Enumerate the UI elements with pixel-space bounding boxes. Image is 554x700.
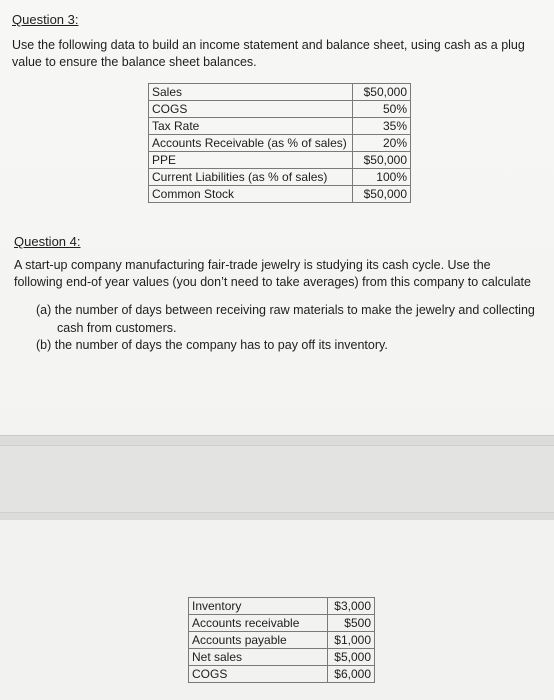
table-cell-value: $1,000 <box>328 632 375 649</box>
table-cell-label: PPE <box>149 152 353 169</box>
table-cell-value: $5,000 <box>328 649 375 666</box>
table-cell-value: 50% <box>353 101 411 118</box>
table-row <box>189 632 375 649</box>
question4-data-table <box>188 597 375 683</box>
table-cell-label: COGS <box>189 666 328 683</box>
table-row <box>149 152 411 169</box>
table-cell-label: COGS <box>149 101 353 118</box>
table-row <box>149 118 411 135</box>
table-cell-value: $50,000 <box>353 186 411 203</box>
table-cell-value: $3,000 <box>328 598 375 615</box>
table-row <box>189 598 375 615</box>
table-row <box>189 649 375 666</box>
question3-text-line1: Use the following data to build an income statement and balance sheet, using cash as a plug <box>12 38 525 52</box>
table-cell-label: Accounts payable <box>189 632 328 649</box>
table-row <box>189 666 375 683</box>
page-separator-band <box>0 435 554 521</box>
table-cell-value: $6,000 <box>328 666 375 683</box>
question3-text-line2: value to ensure the balance sheet balances. <box>12 55 257 69</box>
table-row <box>149 169 411 186</box>
table-row <box>149 101 411 118</box>
question4-item-a-line2: cash from customers. <box>57 321 177 335</box>
table-cell-label: Net sales <box>189 649 328 666</box>
table-row <box>189 615 375 632</box>
question4-text-line1: A start-up company manufacturing fair-trade jewelry is studying its cash cycle. Use the <box>14 258 491 272</box>
table-cell-value: $50,000 <box>353 152 411 169</box>
table-cell-label: Inventory <box>189 598 328 615</box>
question3-heading: Question 3: <box>12 12 79 27</box>
table-cell-value: 100% <box>353 169 411 186</box>
question4-item-b: (b) the number of days the company has to pay off its inventory. <box>36 338 388 352</box>
page-separator-inner <box>0 445 554 513</box>
table-cell-label: Sales <box>149 84 353 101</box>
table-row <box>149 186 411 203</box>
question4-item-a-line1: (a) the number of days between receiving raw materials to make the jewelry and collecting <box>36 303 535 317</box>
table-cell-label: Current Liabilities (as % of sales) <box>149 169 353 186</box>
table-cell-label: Tax Rate <box>149 118 353 135</box>
table-cell-value: 20% <box>353 135 411 152</box>
table-cell-value: $500 <box>328 615 375 632</box>
question4-text-line2: following end-of year values (you don’t need to take averages) from this company to calculate <box>14 275 531 289</box>
table-cell-label: Accounts Receivable (as % of sales) <box>149 135 353 152</box>
table-row <box>149 84 411 101</box>
table-cell-value: 35% <box>353 118 411 135</box>
table-cell-label: Accounts receivable <box>189 615 328 632</box>
question3-data-table <box>148 83 411 203</box>
table-cell-label: Common Stock <box>149 186 353 203</box>
table-row <box>149 135 411 152</box>
question4-heading: Question 4: <box>14 234 81 249</box>
table-cell-value: $50,000 <box>353 84 411 101</box>
